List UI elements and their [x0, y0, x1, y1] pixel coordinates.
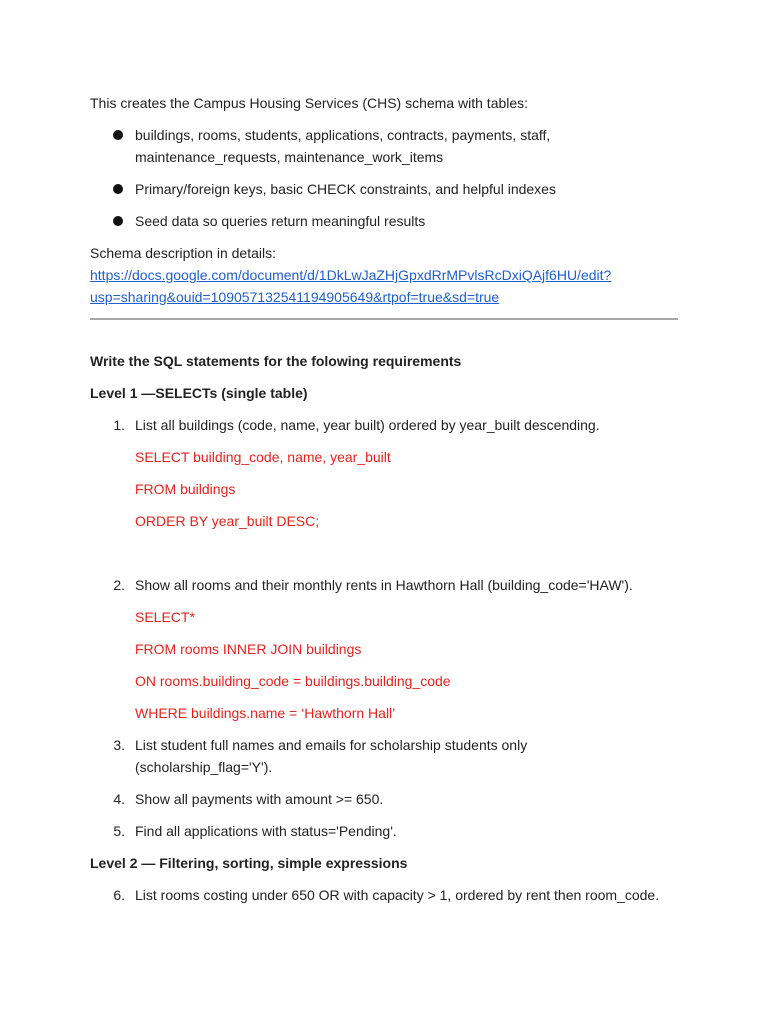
answer-1-line1: SELECT building_code, name, year_built — [135, 449, 391, 465]
answer-2-line4: WHERE buildings.name = ‘Hawthorn Hall’ — [135, 705, 396, 721]
schema-link-line2[interactable]: usp=sharing&ouid=109057132541194905649&rtpof=true&sd=true — [90, 289, 500, 305]
answer-2-line2: FROM rooms INNER JOIN buildings — [135, 641, 362, 657]
item-5-text: Find all applications with status='Pending'. — [135, 823, 397, 839]
bullet-1-line1: buildings, rooms, students, applications, contracts, payments, staff, — [135, 127, 551, 143]
schema-label: Schema description in details: — [90, 245, 276, 261]
item-3-text-line2: (scholarship_flag='Y'). — [135, 759, 273, 775]
answer-1-line3: ORDER BY year_built DESC; — [135, 513, 320, 529]
bullet-3: Seed data so queries return meaningful results — [135, 213, 426, 229]
item-1-text: List all buildings (code, name, year built) ordered by year_built descending. — [135, 417, 600, 433]
item-3-text: List student full names and emails for scholarship students only — [135, 737, 528, 753]
bullet-1-line2: maintenance_requests, maintenance_work_items — [135, 149, 444, 165]
item-6-text: List rooms costing under 650 OR with capacity > 1, ordered by rent then room_code. — [135, 887, 660, 903]
bullet-icon — [113, 130, 123, 140]
item-4-text: Show all payments with amount >= 650. — [135, 791, 384, 807]
level-1-title: Level 1 —SELECTs (single table) — [90, 385, 308, 401]
answer-1-line2: FROM buildings — [135, 481, 236, 497]
level-2-title: Level 2 — Filtering, sorting, simple expressions — [90, 855, 408, 871]
item-number: 1. — [113, 417, 125, 433]
schema-link-line1[interactable]: https://docs.google.com/document/d/1DkLwJaZHjGpxdRrMPvlsRcDxiQAjf6HU/edit? — [90, 267, 612, 283]
bullet-2: Primary/foreign keys, basic CHECK constraints, and helpful indexes — [135, 181, 556, 197]
answer-2-line3: ON rooms.building_code = buildings.building_code — [135, 673, 451, 689]
item-number: 4. — [113, 791, 125, 807]
intro-text: This creates the Campus Housing Services (CHS) schema with tables: — [90, 95, 529, 111]
horizontal-divider — [90, 318, 678, 320]
answer-2-line1: SELECT* — [135, 609, 195, 625]
section-heading: Write the SQL statements for the folowing requirements — [90, 353, 462, 369]
bullet-icon — [113, 216, 123, 226]
item-number: 6. — [113, 887, 125, 903]
item-number: 5. — [113, 823, 125, 839]
item-number: 3. — [113, 737, 125, 753]
item-number: 2. — [113, 577, 125, 593]
bullet-icon — [113, 184, 123, 194]
item-2-text: Show all rooms and their monthly rents in Hawthorn Hall (building_code='HAW'). — [135, 577, 633, 593]
